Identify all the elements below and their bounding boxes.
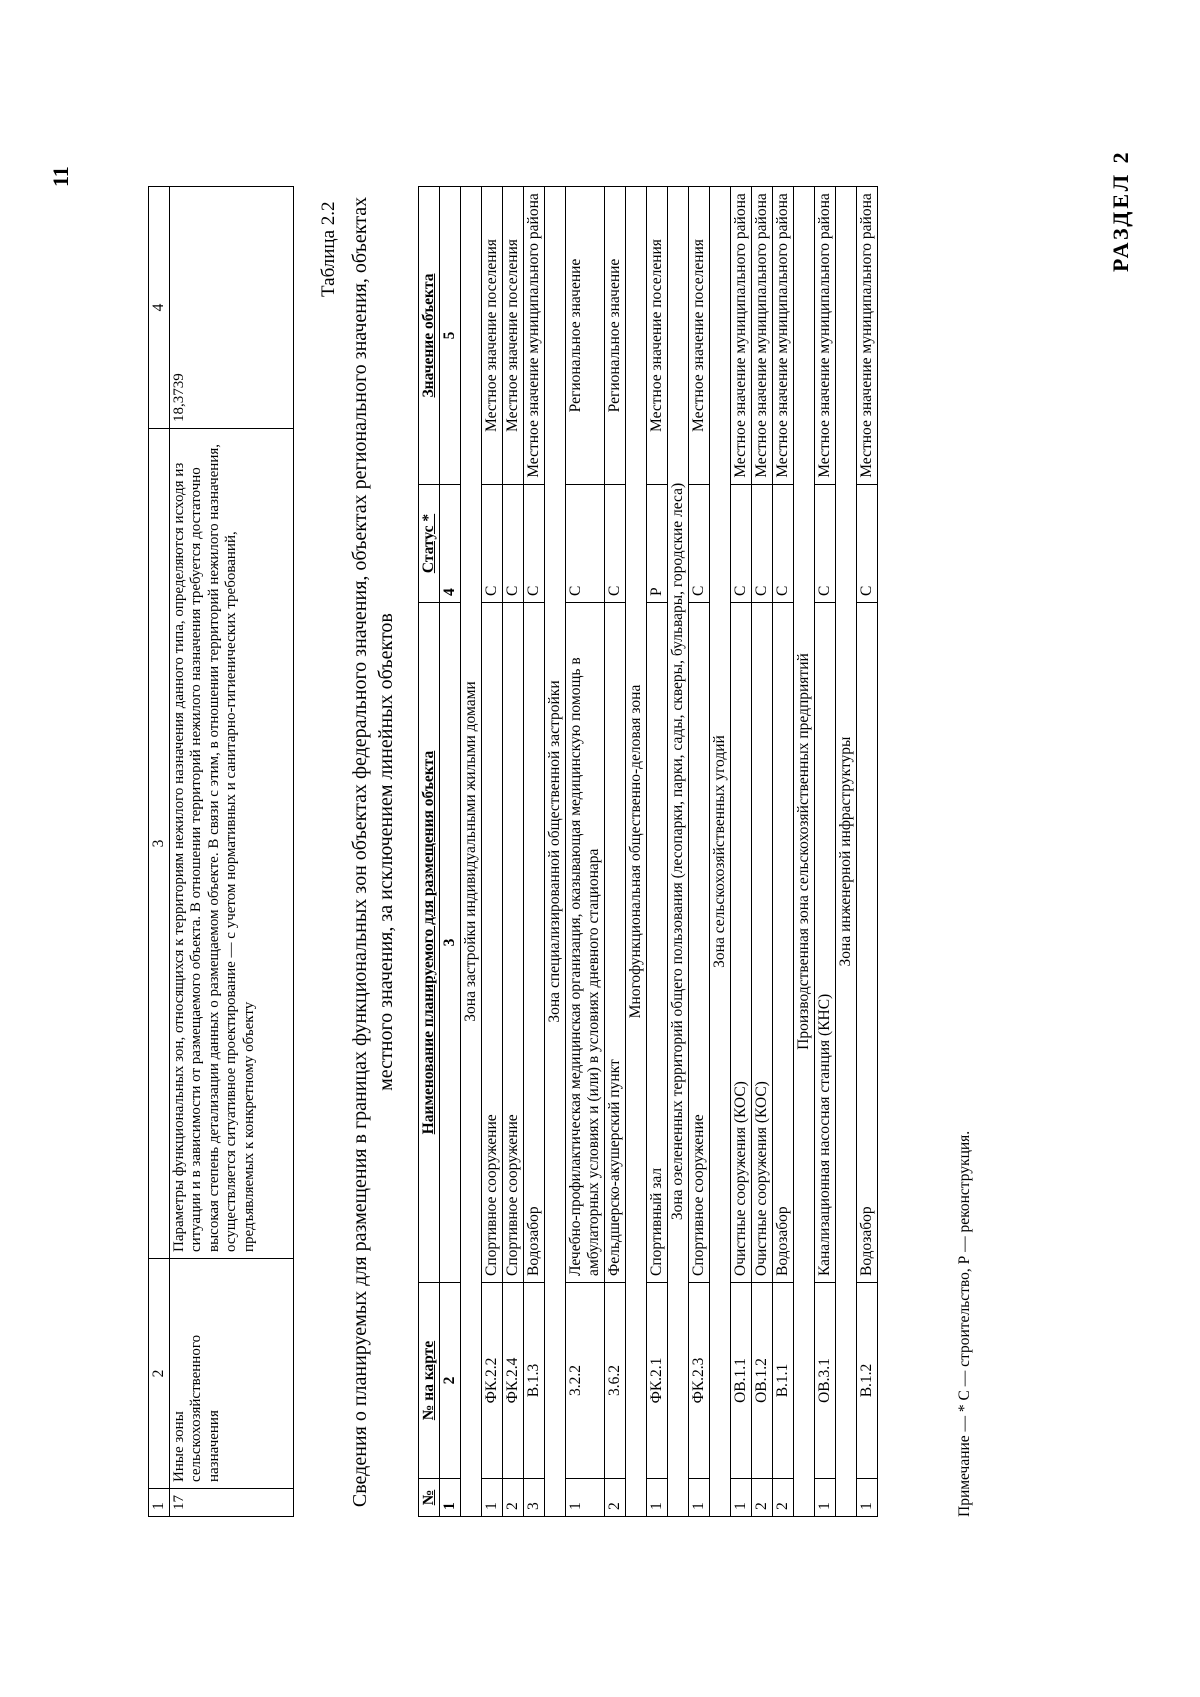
zone-row [461,187,482,1517]
map-number-cell: 3.2.2 [566,1283,605,1479]
row-number-cell: 1 [566,1479,605,1517]
table-row [752,187,773,1517]
status-cell: С [752,485,773,603]
zone-parameters: Параметры функциональных зон, относящихся к территориям нежилого назначения данного типа, определяются исходя из ситуации и в зависимости от размещаемого объекта. В отношении территорий нежилого назначения требуется достаточно высокая степень детализации данных о размещаемом объекте. В связи с этим, в отношении территорий нежилого назначения, осуществляется ситуативное проектирование — с учетом нормативных и санитарно-гигиенических требований, предъявляемых к конкретному объекту [170,429,294,1259]
row-number-cell: 1 [689,1479,710,1517]
column-number-cell: 1 [440,1479,461,1517]
map-number-cell: ОВ.1.1 [731,1283,752,1479]
header-map-number: № на карте [419,1283,440,1479]
table-row [815,187,836,1517]
table-header-row [419,187,440,1517]
column-number-cell: 3 [440,603,461,1283]
row-number-cell: 1 [731,1479,752,1517]
map-number-cell: В.1.2 [857,1283,878,1479]
object-name-cell: Канализационная насосная станция (КНС) [815,603,836,1283]
planned-objects-table [418,186,878,1517]
object-name-cell: Спортивное сооружение [689,603,710,1283]
zone-title: Производственная зона сельскохозяйственных предприятий [794,187,815,1517]
table-row [857,187,878,1517]
row-number-cell: 2 [752,1479,773,1517]
zone-row [710,187,731,1517]
object-name-cell: Спортивное сооружение [503,603,524,1283]
status-cell: С [566,485,605,603]
zone-name: Иные зоны сельскохозяйственного назначения [170,1259,294,1489]
header-object-name: Наименование планируемого для размещения объекта [419,603,440,1283]
object-value-cell: Местное значение поселения [647,187,668,485]
object-name-cell: Очистные сооружения (КОС) [731,603,752,1283]
table-label: Таблица 2.2 [318,201,339,297]
object-name-cell: Спортивный зал [647,603,668,1283]
column-number-cell: 5 [440,187,461,485]
row-number-cell: 2 [503,1479,524,1517]
object-value-cell: Местное значение поселения [503,187,524,485]
object-name-cell: Очистные сооружения (КОС) [752,603,773,1283]
previous-table-fragment [148,186,294,1517]
zone-title: Зона инженерной инфраструктуры [836,187,857,1517]
row-number: 17 [170,1489,294,1517]
map-number-cell: ФК.2.3 [689,1283,710,1479]
table-row [647,187,668,1517]
status-cell: С [815,485,836,603]
zone-row [836,187,857,1517]
status-cell: С [605,485,626,603]
table-row [524,187,545,1517]
status-cell: С [773,485,794,603]
map-number-cell: ФК.2.1 [647,1283,668,1479]
zone-row [545,187,566,1517]
previous-table-row [170,187,294,1517]
header-status: Статус * [419,485,440,603]
zone-area-value: 18,3739 [170,187,294,429]
row-number-cell: 1 [857,1479,878,1517]
zone-row [668,187,689,1517]
section-title: РАЗДЕЛ 2 [1108,149,1133,272]
table-row [503,187,524,1517]
zone-row [626,187,647,1517]
object-value-cell: Местное значение муниципального района [524,187,545,485]
row-number-cell: 1 [482,1479,503,1517]
object-value-cell: Региональное значение [605,187,626,485]
table-row [773,187,794,1517]
map-number-cell: ОВ.1.2 [752,1283,773,1479]
object-value-cell: Местное значение муниципального района [752,187,773,485]
object-name-cell: Водозабор [773,603,794,1283]
table-caption: Сведения о планируемых для размещения в границах функциональных зон объектах федерального значения, объектах регионального значения, объектах местного значения, за исключением линейных объектов [349,196,397,1508]
column-number-cell: 4 [149,187,170,429]
column-number-cell: 2 [149,1259,170,1489]
object-value-cell: Местное значение муниципального района [815,187,836,485]
row-number-cell: 3 [524,1479,545,1517]
zone-title: Зона озелененных территорий общего пользования (лесопарки, парки, сады, скверы, бульвары, городские леса) [668,187,689,1517]
table-row [482,187,503,1517]
object-name-cell: Водозабор [524,603,545,1283]
object-value-cell: Региональное значение [566,187,605,485]
map-number-cell: ОВ.3.1 [815,1283,836,1479]
header-object-value: Значение объекта [419,187,440,485]
row-number-cell: 2 [605,1479,626,1517]
row-number-cell: 1 [647,1479,668,1517]
table-row [566,187,605,1517]
status-cell: С [731,485,752,603]
column-number-cell: 3 [149,429,170,1259]
map-number-cell: В.1.3 [524,1283,545,1479]
status-cell: С [482,485,503,603]
table-row [731,187,752,1517]
row-number-cell: 2 [773,1479,794,1517]
status-cell: С [857,485,878,603]
table-row [605,187,626,1517]
previous-table-header-row [149,187,170,1517]
status-cell: Р [647,485,668,603]
object-value-cell: Местное значение муниципального района [731,187,752,485]
object-name-cell: Лечебно-профилактическая медицинская организация, оказывающая медицинскую помощь в амбулаторных условиях и (или) в условиях дневного стационара [566,603,605,1283]
zone-row [794,187,815,1517]
zone-title: Многофункциональная общественно-деловая зона [626,187,647,1517]
map-number-cell: В.1.1 [773,1283,794,1479]
object-name-cell: Спортивное сооружение [482,603,503,1283]
map-number-cell: ФК.2.4 [503,1283,524,1479]
table-note: Примечание — * С — строительство, Р — реконструкция. [956,1130,973,1517]
status-cell: С [503,485,524,603]
zone-title: Зона сельскохозяйственных угодий [710,187,731,1517]
table-row [689,187,710,1517]
row-number-cell: 1 [815,1479,836,1517]
object-name-cell: Водозабор [857,603,878,1283]
status-cell: С [524,485,545,603]
zone-title: Зона специализированной общественной застройки [545,187,566,1517]
object-value-cell: Местное значение муниципального района [857,187,878,485]
object-value-cell: Местное значение муниципального района [773,187,794,485]
column-number-cell: 1 [149,1489,170,1517]
map-number-cell: 3.6.2 [605,1283,626,1479]
object-name-cell: Фельдшерско-акушерский пункт [605,603,626,1283]
page-number: 11 [48,166,73,187]
zone-title: Зона застройки индивидуальными жилыми домами [461,187,482,1517]
column-number-cell: 2 [440,1283,461,1479]
object-value-cell: Местное значение поселения [689,187,710,485]
object-value-cell: Местное значение поселения [482,187,503,485]
header-number: № [419,1479,440,1517]
map-number-cell: ФК.2.2 [482,1283,503,1479]
status-cell: С [689,485,710,603]
column-number-cell: 4 [440,485,461,603]
column-numbers-row [440,187,461,1517]
